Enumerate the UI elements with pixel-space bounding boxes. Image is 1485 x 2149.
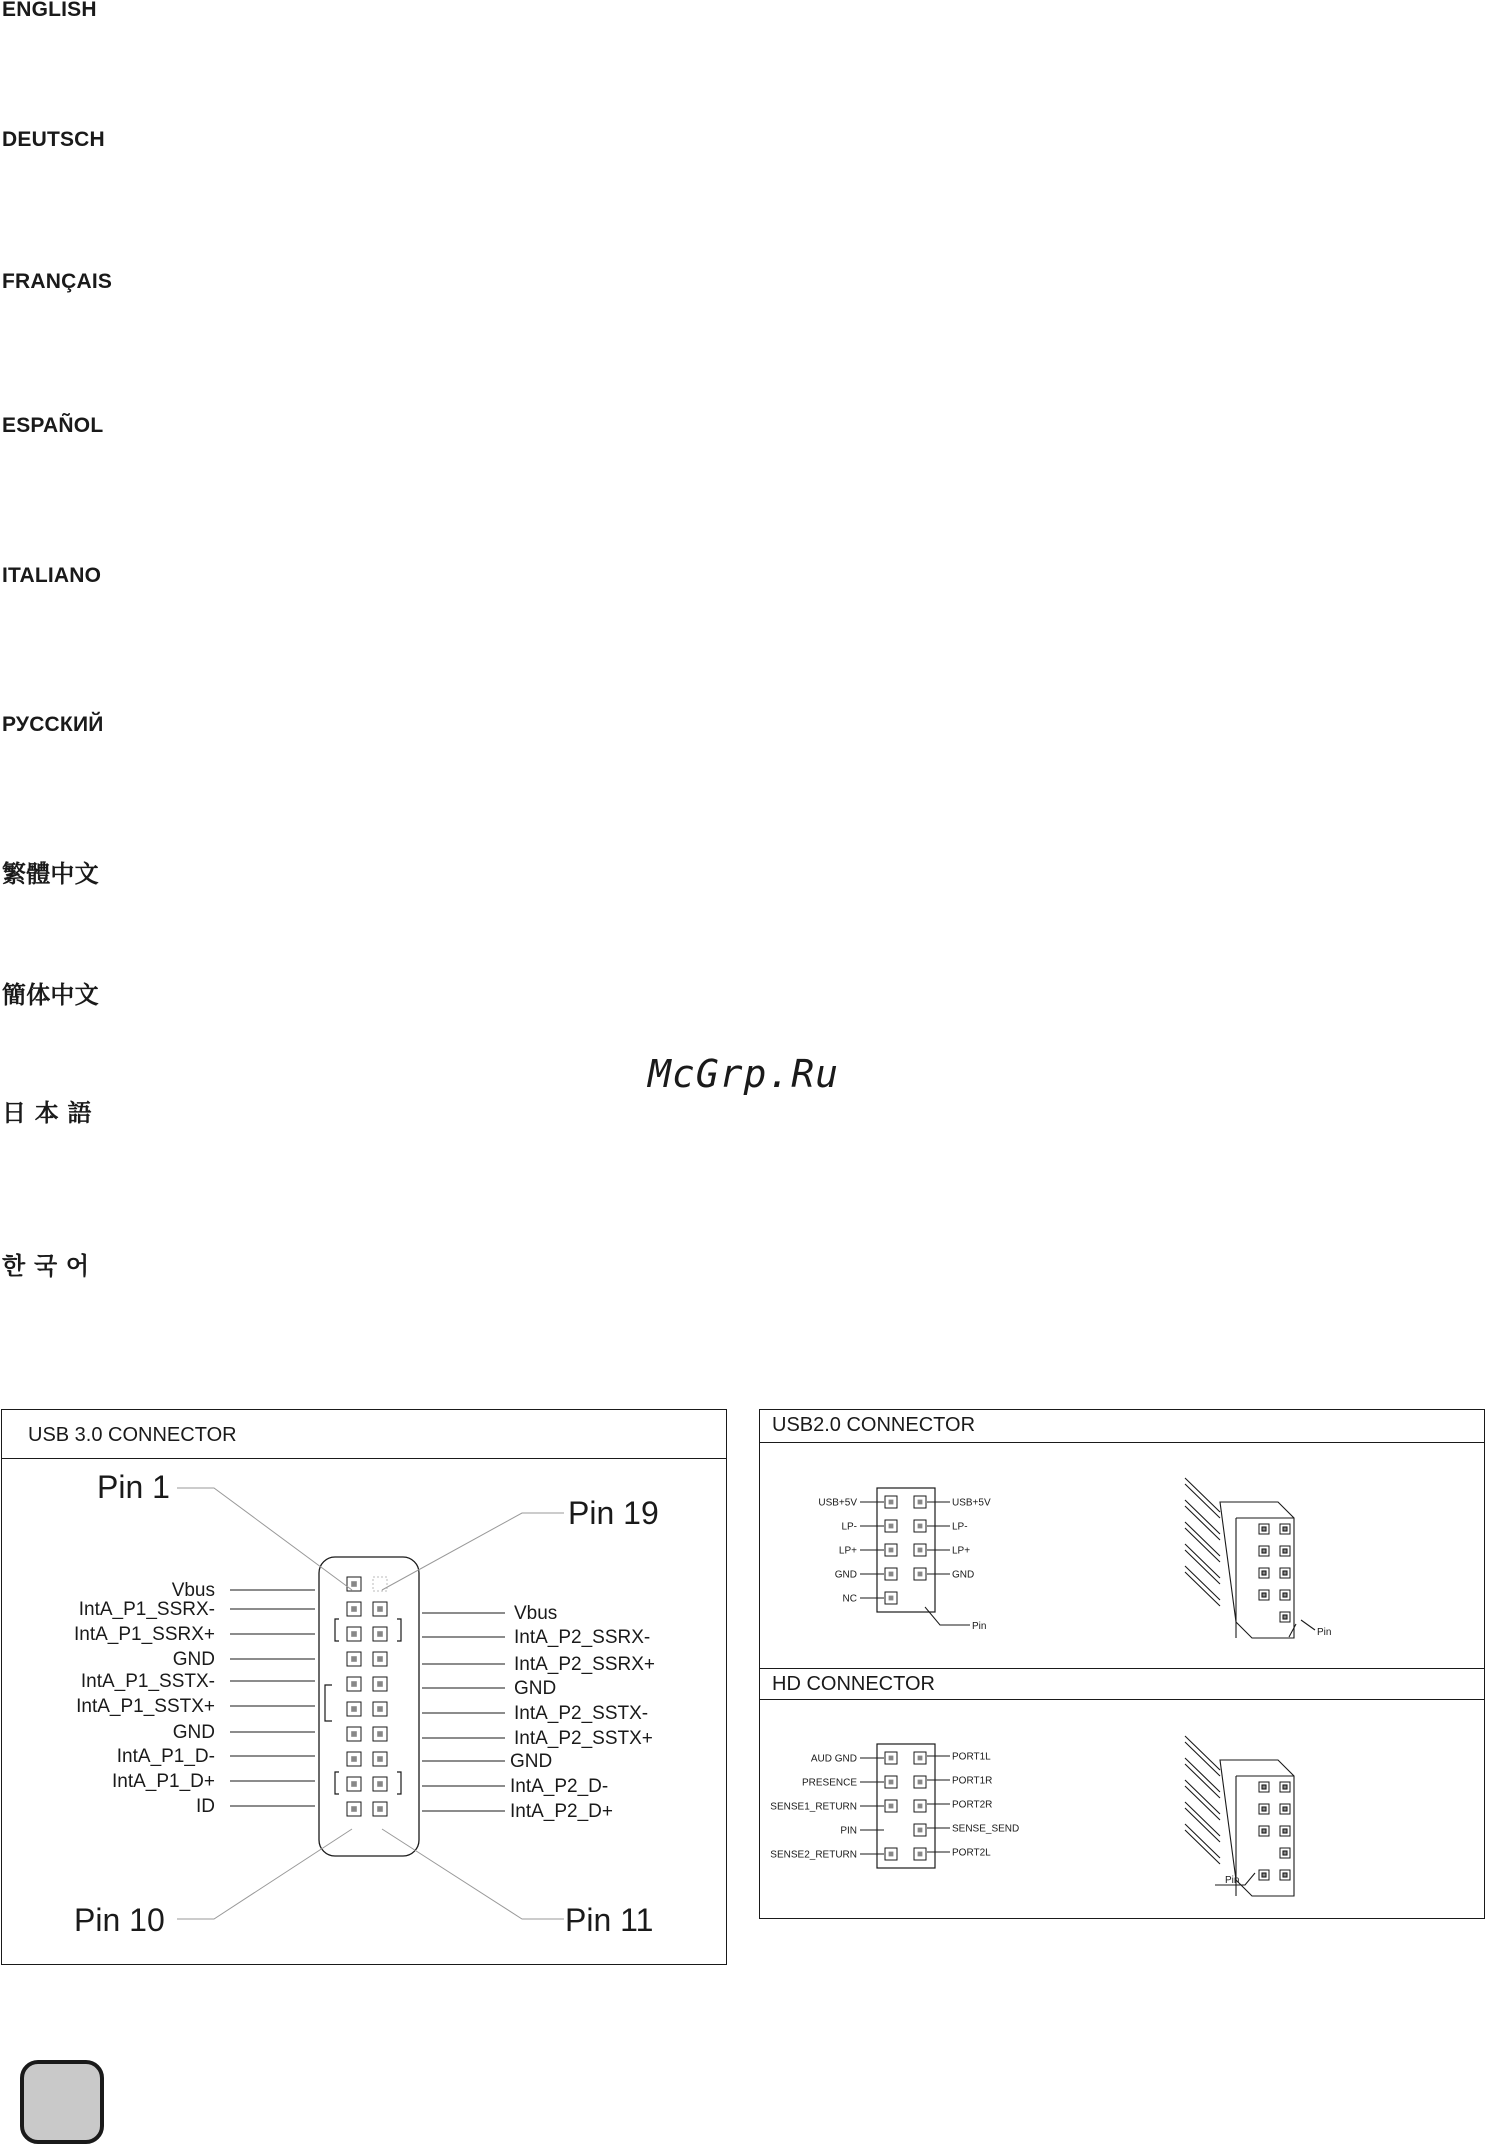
usb2-right-label: GND (952, 1569, 975, 1581)
usb3-right-signal-label: GND (510, 1751, 553, 1772)
language-heading-japanese: 日 本 語 (2, 1099, 92, 1127)
hd-right-labels (927, 1752, 1019, 1859)
usb3-right-signal-labels (510, 1603, 655, 1822)
language-heading-german: DEUTSCH (2, 128, 105, 151)
usb2-pin-right-contact (918, 1548, 923, 1553)
usb2-pin-left-contact (889, 1596, 894, 1601)
usb2-right-labels (927, 1498, 991, 1581)
usb2-left-label: GND (834, 1569, 857, 1581)
usb3-bracket (335, 1772, 339, 1794)
usb3-pin-left-contact (351, 1706, 357, 1712)
usb3-pin-left-contact (351, 1581, 357, 1587)
hd-illustration-pin-contact (1283, 1785, 1287, 1789)
usb2-left-label: LP- (841, 1521, 857, 1533)
usb3-right-signal-label: IntA_P2_SSTX- (514, 1703, 649, 1724)
usb2-hd-pinout-diagrams (760, 1410, 1484, 1918)
hd-illustration-pin-contact (1283, 1851, 1287, 1855)
hd-pin-right-contact (918, 1804, 923, 1809)
usb2-illustration-pin-contact (1283, 1549, 1287, 1553)
language-heading-english: ENGLISH (2, 0, 97, 21)
usb2-illustration-pin-contact (1262, 1571, 1266, 1575)
hd-right-label: PORT1L (952, 1751, 991, 1763)
hd-left-label: SENSE2_RETURN (770, 1849, 857, 1861)
language-heading-traditional-chinese: 繁體中文 (2, 860, 99, 888)
hd-pin-right-contact (918, 1756, 923, 1761)
usb2-illustration-pin-label: Pin (1317, 1627, 1332, 1638)
hd-panel-title: HD CONNECTOR (772, 1673, 935, 1695)
usb2-hd-connector-panel (759, 1409, 1485, 1919)
pin1-callout: Pin 1 (97, 1469, 170, 1505)
usb3-left-signal-label: ID (196, 1796, 215, 1817)
usb2-left-label: LP+ (838, 1545, 857, 1557)
hd-illustration-pin-contact (1283, 1829, 1287, 1833)
hd-pin-right-contact (918, 1780, 923, 1785)
usb3-bracket (325, 1685, 332, 1721)
usb3-pin-right-contact (377, 1606, 383, 1612)
language-heading-spanish: ESPAÑOL (2, 414, 104, 437)
usb2-left-label: USB+5V (818, 1497, 857, 1509)
usb3-right-signal-lines (422, 1613, 505, 1811)
usb2-illustration-pin-contact (1262, 1527, 1266, 1531)
usb3-pin-right-contact (377, 1806, 383, 1812)
hd-left-labels (770, 1754, 884, 1861)
usb2-pin-leader (925, 1607, 970, 1625)
pin10-callout: Pin 10 (74, 1902, 165, 1938)
usb3-pin-right-contact (377, 1681, 383, 1687)
hd-right-label: PORT2R (952, 1799, 993, 1811)
hd-illustration-pin-contact (1262, 1829, 1266, 1833)
hd-pin-left-contact (889, 1780, 894, 1785)
page-number-badge (20, 2060, 104, 2144)
hd-illustration-pin-label: Pin (1225, 1875, 1240, 1886)
usb2-illustration-pin-contact (1283, 1571, 1287, 1575)
usb3-pin-left-contact (351, 1731, 357, 1737)
usb3-pin-left-contact (351, 1606, 357, 1612)
usb3-right-signal-label: IntA_P2_SSTX+ (514, 1728, 653, 1749)
usb3-left-signal-label: GND (172, 1649, 215, 1670)
pin11-leader (382, 1829, 564, 1919)
usb3-left-signal-label: IntA_P1_SSTX- (80, 1671, 215, 1692)
hd-illustration-pin-contact (1283, 1873, 1287, 1877)
language-heading-italian: ITALIANO (2, 564, 102, 587)
usb3-right-signal-label: GND (514, 1678, 557, 1699)
hd-right-label: SENSE_SEND (952, 1823, 1020, 1835)
pin19-leader (382, 1513, 564, 1590)
hd-left-label: PRESENCE (801, 1777, 857, 1789)
usb3-connector-panel (1, 1409, 727, 1965)
usb3-pin-left-contact (351, 1806, 357, 1812)
hd-pin-left-contact (889, 1804, 894, 1809)
usb2-wire (1185, 1544, 1220, 1584)
usb3-pin-right-contact (377, 1631, 383, 1637)
hd-pin-grid (885, 1752, 926, 1860)
usb3-bracket (397, 1619, 401, 1641)
usb3-pin-right-contact (377, 1756, 383, 1762)
language-heading-french: FRANÇAIS (2, 270, 113, 293)
usb3-left-signal-label: IntA_P1_SSRX- (78, 1599, 215, 1620)
language-heading-russian: РУССКИЙ (2, 713, 104, 736)
usb3-left-signal-lines (230, 1590, 315, 1806)
usb2-panel-title: USB2.0 CONNECTOR (772, 1414, 976, 1436)
usb3-panel-title: USB 3.0 CONNECTOR (28, 1424, 237, 1446)
usb2-left-labels (818, 1498, 884, 1605)
usb3-right-signal-label: IntA_P2_SSRX- (514, 1627, 651, 1648)
usb3-pinout-diagram (2, 1410, 726, 1964)
usb3-pin-left-contact (351, 1756, 357, 1762)
usb2-connector-illustration (1185, 1478, 1315, 1638)
usb3-pin-left-contact (351, 1631, 357, 1637)
usb3-right-signal-label: IntA_P2_SSRX+ (514, 1654, 656, 1675)
usb2-wire (1185, 1566, 1220, 1606)
usb2-illustration-pin-contact (1262, 1549, 1266, 1553)
usb2-illustration-pin-contact (1283, 1593, 1287, 1597)
hd-left-label: PIN (840, 1825, 857, 1837)
usb3-pin-left-contact (351, 1681, 357, 1687)
hd-illustration-pin-contact (1283, 1807, 1287, 1811)
usb2-pin-label: Pin (972, 1621, 987, 1632)
usb3-bracket (397, 1772, 401, 1794)
usb3-left-signal-label: GND (172, 1722, 215, 1743)
usb2-pin-grid (885, 1496, 926, 1604)
hd-wire (1185, 1824, 1220, 1864)
usb2-illustration-pin-contact (1283, 1527, 1287, 1531)
pin1-leader (177, 1488, 352, 1590)
usb3-pin-right-contact (377, 1706, 383, 1712)
usb2-pin-right-contact (918, 1524, 923, 1529)
usb2-pin-left-contact (889, 1524, 894, 1529)
watermark-text: McGrp.Ru (648, 1052, 840, 1096)
hd-illustration-pin-contact (1262, 1785, 1266, 1789)
hd-wire (1185, 1736, 1220, 1776)
usb2-illustration-pin-contact (1262, 1593, 1266, 1597)
usb2-right-label: USB+5V (952, 1497, 991, 1509)
hd-wire (1185, 1758, 1220, 1798)
usb3-left-signal-labels (74, 1580, 215, 1817)
usb3-right-signal-label: IntA_P2_D+ (510, 1801, 613, 1822)
usb3-left-signal-label: IntA_P1_SSRX+ (73, 1624, 215, 1645)
usb2-wire (1185, 1478, 1220, 1518)
pin19-callout: Pin 19 (568, 1495, 659, 1531)
usb3-bracket (335, 1619, 339, 1641)
pin11-callout: Pin 11 (565, 1902, 654, 1938)
hd-wire (1185, 1802, 1220, 1842)
usb3-pin-left-contact (351, 1781, 357, 1787)
hd-illustration-pin-contact (1262, 1807, 1266, 1811)
language-heading-simplified-chinese: 簡体中文 (2, 981, 99, 1009)
hd-illustration-pin-contact (1262, 1873, 1266, 1877)
usb3-pin-right-contact (377, 1731, 383, 1737)
usb3-right-signal-label: Vbus (514, 1603, 558, 1624)
usb3-left-signal-label: IntA_P1_SSTX+ (76, 1696, 215, 1717)
hd-pin-right-contact (918, 1852, 923, 1857)
hd-right-label: PORT1R (952, 1775, 993, 1787)
usb2-wire (1185, 1500, 1220, 1540)
hd-right-label: PORT2L (952, 1847, 991, 1859)
usb2-right-label: LP+ (952, 1545, 971, 1557)
usb3-pin-right-contact (377, 1656, 383, 1662)
usb2-pin-right-contact (918, 1500, 923, 1505)
hd-connector-illustration (1185, 1736, 1294, 1896)
usb2-pin-left-contact (889, 1548, 894, 1553)
usb2-pin-right-contact (918, 1572, 923, 1577)
usb2-pin-left-contact (889, 1572, 894, 1577)
usb2-wire (1185, 1522, 1220, 1562)
hd-pin-right-contact (918, 1828, 923, 1833)
hd-wire (1185, 1780, 1220, 1820)
usb3-left-signal-label: IntA_P1_D- (116, 1746, 215, 1767)
hd-left-label: SENSE1_RETURN (770, 1801, 857, 1813)
usb3-left-signal-label: Vbus (171, 1580, 215, 1601)
usb3-pin-grid (347, 1577, 387, 1816)
pin10-leader (177, 1829, 352, 1919)
usb2-right-label: LP- (952, 1521, 968, 1533)
hd-left-label: AUD GND (810, 1753, 857, 1765)
usb3-right-signal-label: IntA_P2_D- (510, 1776, 609, 1797)
hd-pin-left-contact (889, 1852, 894, 1857)
usb3-left-signal-label: IntA_P1_D+ (112, 1771, 215, 1792)
usb2-pin-left-contact (889, 1500, 894, 1505)
usb2-illustration-pin-contact (1283, 1615, 1287, 1619)
usb3-pin-right-contact (377, 1781, 383, 1787)
usb3-pin-left-contact (351, 1656, 357, 1662)
hd-pin-left-contact (889, 1756, 894, 1761)
usb2-left-label: NC (842, 1593, 857, 1605)
language-heading-korean: 한 국 어 (2, 1252, 90, 1280)
usb3-header-body (319, 1557, 419, 1856)
